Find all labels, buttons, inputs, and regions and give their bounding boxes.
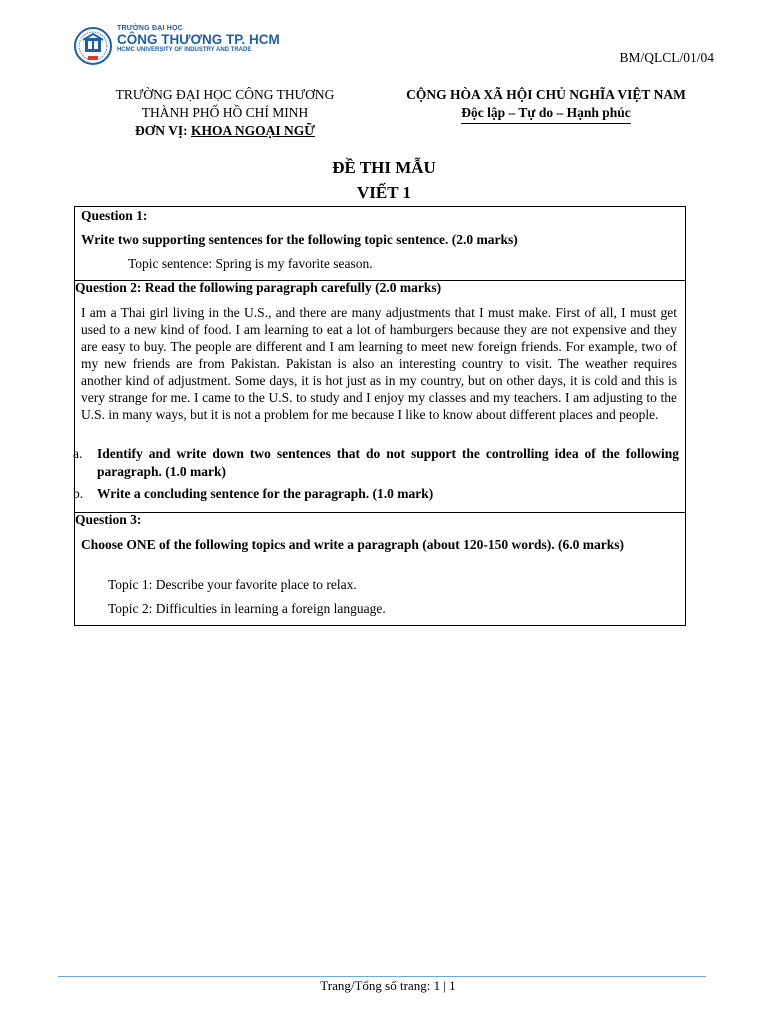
exam-subtitle: VIẾT 1 xyxy=(356,183,411,202)
question-frame xyxy=(74,206,686,626)
question-1-instruction: Write two supporting sentences for the following topic sentence. (2.0 marks) xyxy=(81,232,518,247)
unit-name: KHOA NGOẠI NGỮ xyxy=(191,123,316,138)
header-right xyxy=(380,86,712,124)
question-2-paragraph: I am a Thai girl living in the U.S., and there are many adjustments that I must make. First of all, I must get used to a new kind of food. I am learning to eat a lot of hamburgers because they are not expensive and they are easy to buy. The people are different and I am learning to meet new foreign friends. For example, two of my new friends are from Pakistan. Pakistan is also an interesting country to visit. The weather requires another kind of adjustment. Some days, it is hot just as in my country, but on other days, it is cold and this is very strange for me. I came to the U.S. to study and I enjoy my classes and my teachers. I am adjusting to the U.S. in many ways, but it is not a problem for me because I like to know about different places and people. xyxy=(81,305,677,422)
national-motto: Độc lập – Tự do – Hạnh phúc xyxy=(461,104,631,124)
question-3-heading: Question 3: xyxy=(75,512,142,527)
exam-title: ĐỀ THI MẪU xyxy=(332,158,436,177)
logo-line-2: CÔNG THƯƠNG TP. HCM xyxy=(117,32,280,47)
question-3-topic-1: Topic 1: Describe your favorite place to relax. xyxy=(108,577,357,592)
footer-label: Trang/Tổng số trang: xyxy=(320,978,431,993)
document-code: BM/QLCL/01/04 xyxy=(619,50,714,65)
school-name-line-2: THÀNH PHỐ HỒ CHÍ MINH xyxy=(141,105,309,120)
question-3-topic-2: Topic 2: Difficulties in learning a foreign language. xyxy=(108,601,386,616)
question-3-instruction: Choose ONE of the following topics and write a paragraph (about 120-150 words). (6.0 marks) xyxy=(81,537,624,552)
university-logo xyxy=(73,24,283,68)
item-a-marker: a. xyxy=(73,446,83,461)
university-emblem-icon xyxy=(73,26,113,66)
country-name: CỘNG HÒA XÃ HỘI CHỦ NGHĨA VIỆT NAM xyxy=(406,87,686,102)
question-2-heading: Question 2: Read the following paragraph carefully (2.0 marks) xyxy=(75,280,442,295)
question-2-item-a xyxy=(75,445,679,481)
question-1-topic: Topic sentence: Spring is my favorite season. xyxy=(128,256,373,271)
page-footer xyxy=(0,978,768,994)
divider-2 xyxy=(75,512,685,513)
header-left xyxy=(86,86,364,140)
logo-line-1: TRƯỜNG ĐẠI HỌC xyxy=(117,25,183,32)
unit-label: ĐƠN VỊ: xyxy=(134,123,191,138)
footer-page-number: 1 | 1 xyxy=(433,978,456,993)
logo-line-3: HCMC UNIVERSITY OF INDUSTRY AND TRADE xyxy=(117,47,252,53)
item-b-text: Write a concluding sentence for the paragraph. (1.0 mark) xyxy=(97,486,434,501)
item-a-text: Identify and write down two sentences that do not support the controlling idea of the following paragraph. (1.0 mark) xyxy=(97,446,679,479)
item-b-marker: b. xyxy=(73,486,84,501)
question-1-heading: Question 1: xyxy=(81,208,148,223)
question-2-item-b xyxy=(75,485,679,503)
footer-divider xyxy=(58,976,706,977)
unit-line xyxy=(86,122,364,140)
school-name-line-1: TRƯỜNG ĐẠI HỌC CÔNG THƯƠNG xyxy=(115,87,335,102)
